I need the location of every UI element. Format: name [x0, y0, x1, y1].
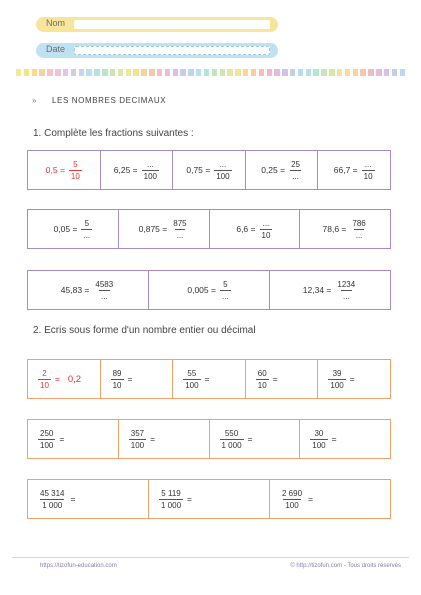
equals-sign: =	[331, 434, 337, 444]
fraction-numerator: 60	[257, 368, 267, 378]
color-square	[267, 69, 272, 76]
fraction	[310, 429, 327, 450]
fraction	[362, 160, 375, 181]
ex2-cell[interactable]	[28, 420, 118, 458]
ex2-row-1	[27, 359, 391, 399]
ex1-row-3	[27, 270, 391, 310]
ex2-row-3	[27, 479, 391, 519]
ex1-cell[interactable]	[28, 271, 148, 309]
decimal-value: 78,6 =	[322, 224, 347, 234]
ex1-cell[interactable]	[269, 271, 390, 309]
ex1-cell[interactable]	[299, 210, 390, 248]
fraction	[183, 369, 200, 390]
exercise-2-title: 2. Ecris sous forme d'un nombre entier ou décimal	[33, 325, 256, 336]
fraction	[142, 160, 159, 181]
fraction-denominator: 100	[330, 380, 344, 390]
fraction-denominator: ...	[100, 291, 108, 301]
ex1-cell[interactable]	[100, 151, 173, 189]
fraction-numerator: ...	[262, 218, 270, 228]
color-square	[329, 69, 334, 76]
color-square	[102, 69, 107, 76]
decimal-value: 6,6 =	[236, 224, 256, 234]
fraction-numerator: 5	[223, 279, 228, 289]
ex2-cell[interactable]	[28, 480, 148, 518]
color-square	[282, 69, 287, 76]
decimal-value: 0,005 =	[187, 285, 216, 295]
fraction	[38, 369, 51, 390]
fraction-numerator: 786	[352, 218, 366, 228]
decimal-value: 12,34 =	[302, 285, 332, 295]
color-square	[313, 69, 318, 76]
ex2-cell[interactable]	[28, 360, 100, 398]
fraction-denominator: ...	[355, 230, 363, 240]
date-field[interactable]	[36, 43, 278, 58]
equals-sign: =	[187, 494, 192, 504]
fraction	[260, 219, 273, 240]
ex2-cell[interactable]	[317, 360, 390, 398]
fraction-denominator: 1 000	[42, 500, 63, 510]
name-field[interactable]	[36, 17, 278, 32]
fraction-numerator: ...	[219, 159, 227, 169]
fraction-numerator: 5	[73, 159, 78, 169]
color-square	[392, 69, 397, 76]
color-square	[157, 69, 162, 76]
fraction-numerator: 2 690	[282, 488, 303, 498]
fraction-numerator: 55	[187, 368, 197, 378]
color-square	[86, 69, 91, 76]
fraction-numerator: 5 119	[161, 488, 181, 498]
fraction-numerator: 5	[84, 218, 90, 228]
color-square	[173, 69, 178, 76]
color-square	[55, 69, 60, 76]
ex2-row-2	[27, 419, 391, 459]
fraction-numerator: 1234	[337, 279, 356, 289]
color-square	[368, 69, 373, 76]
footer-divider	[12, 557, 409, 558]
fraction-denominator: 10	[112, 380, 122, 390]
color-square	[243, 69, 248, 76]
fraction-numerator: 39	[332, 368, 342, 378]
color-square	[126, 69, 131, 76]
decimal-value: 6,25 =	[113, 165, 138, 175]
decimal-value: 66,7 =	[333, 165, 358, 175]
color-square	[39, 69, 44, 76]
color-square	[63, 69, 68, 76]
color-square	[306, 69, 311, 76]
fraction-denominator: 100	[216, 171, 230, 181]
fraction-denominator: 10	[257, 380, 267, 390]
equals-sign: =	[308, 494, 313, 504]
fraction	[38, 429, 55, 450]
date-label: Date	[46, 44, 66, 54]
fraction-denominator: 100	[143, 171, 157, 181]
color-square	[298, 69, 303, 76]
ex1-cell[interactable]	[172, 151, 245, 189]
fraction-denominator: ...	[176, 230, 184, 240]
color-square	[149, 69, 154, 76]
fraction-denominator: ...	[83, 230, 91, 240]
bullet-icon: »	[32, 96, 37, 105]
color-square	[196, 69, 201, 76]
equals-sign: =	[150, 434, 156, 444]
fraction-denominator: 10	[261, 230, 271, 240]
fraction	[81, 219, 92, 240]
fraction-numerator: 45 314	[40, 488, 65, 498]
ex2-cell[interactable]	[100, 360, 173, 398]
color-square	[110, 69, 115, 76]
equals-sign: =	[70, 494, 76, 504]
color-square	[32, 69, 37, 76]
color-square	[47, 69, 52, 76]
fraction	[289, 160, 302, 181]
fraction-denominator: ...	[292, 171, 299, 181]
fraction-numerator: 875	[173, 218, 187, 228]
ex2-cell[interactable]	[118, 420, 209, 458]
ex2-cell[interactable]	[172, 360, 245, 398]
decimal-value: 0,75 =	[186, 165, 211, 175]
color-square	[141, 69, 146, 76]
decimal-value: 0,5 =	[45, 165, 65, 175]
fraction	[220, 280, 231, 301]
ex1-cell[interactable]	[317, 151, 390, 189]
ex2-cell[interactable]	[299, 420, 390, 458]
color-square	[290, 69, 295, 76]
color-square	[353, 69, 358, 76]
fraction-numerator: 4583	[95, 279, 114, 289]
fraction-denominator: 100	[185, 380, 199, 390]
color-square	[118, 69, 123, 76]
footer-link-left[interactable]: https://tizofun-education.com	[40, 563, 117, 569]
color-square	[235, 69, 240, 76]
fraction-denominator: 100	[312, 440, 326, 450]
color-square	[212, 69, 217, 76]
ex1-row-2	[27, 209, 391, 249]
color-square	[384, 69, 389, 76]
fraction-numerator: ...	[364, 159, 372, 169]
ex2-cell[interactable]	[209, 420, 300, 458]
fraction-numerator: ...	[146, 159, 154, 169]
color-square	[220, 69, 225, 76]
fraction-numerator: 25	[291, 159, 300, 169]
color-square	[94, 69, 99, 76]
color-square	[133, 69, 138, 76]
color-square	[79, 69, 84, 76]
ex1-cell[interactable]	[28, 210, 118, 248]
equals-sign: =	[247, 434, 253, 444]
fraction	[93, 280, 115, 301]
ex1-cell[interactable]	[28, 151, 100, 189]
fraction	[350, 219, 367, 240]
color-square	[345, 69, 350, 76]
ex2-cell[interactable]	[148, 480, 269, 518]
fraction-denominator: 10	[70, 171, 80, 181]
date-input[interactable]	[74, 46, 270, 55]
name-input[interactable]	[74, 20, 270, 29]
ex1-cell[interactable]	[209, 210, 300, 248]
color-square	[204, 69, 209, 76]
color-strip	[16, 69, 405, 76]
fraction	[159, 489, 183, 510]
ex2-cell[interactable]	[245, 360, 318, 398]
fraction	[129, 429, 146, 450]
equals-sign: =	[349, 374, 355, 384]
fraction	[38, 489, 66, 510]
fraction	[171, 219, 188, 240]
fraction-denominator: ...	[221, 291, 229, 301]
section-title: LES NOMBRES DECIMAUX	[52, 96, 167, 105]
fraction	[328, 369, 345, 390]
fraction-numerator: 550	[224, 428, 239, 438]
answer-value: 0,2	[67, 373, 82, 385]
fraction-denominator: 10	[363, 171, 373, 181]
fraction-denominator: 100	[285, 500, 299, 510]
name-label: Nom	[46, 18, 66, 28]
color-square	[376, 69, 381, 76]
ex2-cell[interactable]	[269, 480, 390, 518]
decimal-value: 0,05 =	[53, 224, 78, 234]
fraction-denominator: 1 000	[221, 440, 242, 450]
equals-sign: =	[127, 374, 133, 384]
exercise-1-title: 1. Complète les fractions suivantes :	[33, 128, 194, 139]
fraction-denominator: 100	[130, 440, 145, 450]
fraction	[69, 160, 82, 181]
color-square	[71, 69, 76, 76]
color-square	[227, 69, 232, 76]
fraction-numerator: 89	[112, 368, 122, 378]
ex1-cell[interactable]	[245, 151, 318, 189]
color-square	[251, 69, 256, 76]
color-square	[165, 69, 170, 76]
equals-sign: =	[272, 374, 278, 384]
color-square	[180, 69, 185, 76]
fraction	[335, 280, 357, 301]
fraction-numerator: 2	[42, 368, 47, 378]
decimal-value: 0,25 =	[261, 165, 286, 175]
fraction	[214, 160, 231, 181]
color-square	[188, 69, 193, 76]
ex1-row-1	[27, 150, 391, 190]
color-square	[259, 69, 264, 76]
footer-copyright[interactable]: © http://tizofun.com - Tous droits réservés	[290, 563, 401, 569]
color-square	[360, 69, 365, 76]
fraction	[280, 489, 304, 510]
fraction	[220, 429, 244, 450]
ex1-cell[interactable]	[118, 210, 209, 248]
fraction-numerator: 250	[40, 428, 54, 438]
color-square	[24, 69, 29, 76]
decimal-value: 45,83 =	[60, 285, 90, 295]
ex1-cell[interactable]	[148, 271, 269, 309]
fraction-denominator: 10	[40, 380, 49, 390]
fraction-denominator: ...	[342, 291, 350, 301]
fraction-denominator: 1 000	[161, 500, 182, 510]
equals-sign: =	[204, 374, 210, 384]
fraction-numerator: 357	[130, 428, 145, 438]
color-square	[274, 69, 279, 76]
color-square	[321, 69, 326, 76]
fraction-denominator: 100	[40, 440, 54, 450]
color-square	[16, 69, 21, 76]
equals-sign: =	[59, 434, 65, 444]
color-square	[400, 69, 405, 76]
color-square	[337, 69, 342, 76]
fraction	[256, 369, 269, 390]
fraction-numerator: 30	[314, 428, 324, 438]
equals-sign: =	[54, 374, 60, 384]
fraction	[111, 369, 124, 390]
decimal-value: 0,875 =	[138, 224, 168, 234]
